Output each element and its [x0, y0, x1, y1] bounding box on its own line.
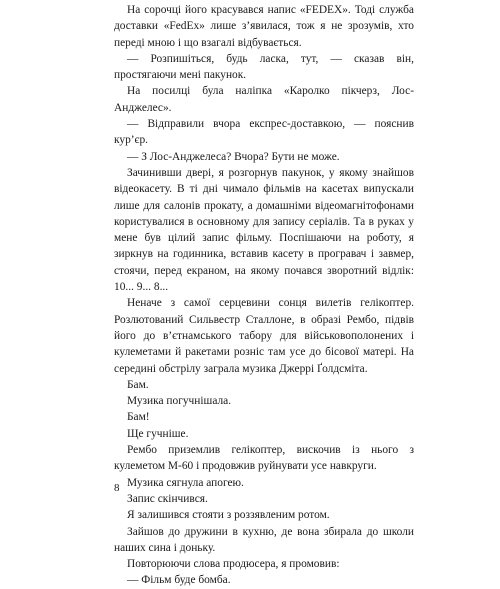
paragraph: Зачинивши двері, я розгорнув пакунок, у якому знайшов відеокасету. В ті дні чимало фільмів на касетах випускали лише для салонів прокату, а домашніми відеомагнітофонами користувалися в основному для запису серіалів. Та в руках у мене був цілий запис фільму. Поспішаючи на роботу, я зиркнув на годинника, вставив касету в програвач і завмер, стоячи, перед екраном, на якому почався зворотний відлік: 10... 9... 8...: [114, 166, 414, 294]
page-body: [114, 2, 414, 589]
paragraph: Рембо приземлив гелікоптер, вискочив із нього з кулеметом М-60 і продовжив руйнувати усе навкруги.: [114, 444, 414, 473]
paragraph: Музика сягнула апогею.: [127, 476, 244, 489]
paragraph: Бам!: [127, 411, 150, 424]
paragraph: На сорочці його красувався напис «FEDEX». Тоді служба доставки «FedEx» лише з’явилася, тож я не зрозумів, хто переді мною і що взагалі відбувається.: [114, 4, 414, 49]
paragraph: На посилці була наліпка «Каролко пікчерз, Лос-Анджелес».: [114, 85, 414, 114]
paragraph: Неначе з самої серцевини сонця вилетів гелікоптер. Розлютований Сильвестр Сталлоне, в образі Рембо, підвів його до в’єтнамського табору для військовополонених і кулеметами й ракетами розніс там усе до бісової матері. На середині обстрілу заграла музика Джеррі Ґолдсміта.: [114, 297, 414, 375]
paragraph: Музика погучнішала.: [127, 395, 232, 408]
paragraph: — Фільм буде бомба.: [127, 574, 231, 587]
paragraph: Я залишився стояти з роззявленим ротом.: [127, 509, 330, 522]
page-number: 8: [114, 482, 120, 494]
paragraph: — З Лос-Анджелеса? Вчора? Бути не може.: [127, 150, 340, 163]
paragraph: — Відправили вчора експрес-доставкою, — пояснив кур’єр.: [114, 118, 414, 147]
paragraph: Бам.: [127, 378, 149, 391]
paragraph: Ще гучніше.: [127, 427, 189, 440]
paragraph: Зайшов до дружини в кухню, де вона збирала до школи наших сина і доньку.: [114, 525, 414, 554]
paragraph: — Розпишіться, будь ласка, тут, — сказав він, простягаючи мені пакунок.: [114, 52, 414, 82]
paragraph: Запис скінчився.: [127, 492, 208, 505]
paragraph: Повторюючи слова продюсера, я промовив:: [127, 558, 340, 571]
